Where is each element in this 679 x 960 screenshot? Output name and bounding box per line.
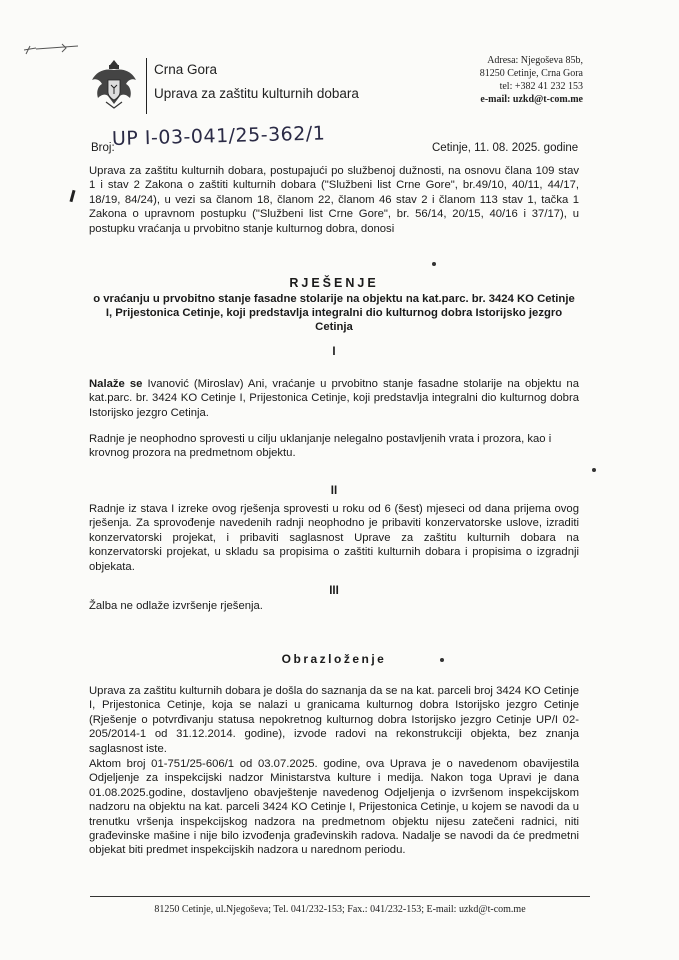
reference-label: Broj:: [91, 142, 115, 154]
decision-subtitle: o vraćanju u prvobitno stanje fasadne stolarije na objektu na kat.parc. br. 3424 KO Cetinje I, Prijestonica Cetinje, koji predstavlja integralni dio kulturnog dobra Istorijsko jezgro Cetinja: [93, 293, 575, 333]
footer-contact: 81250 Cetinje, ul.Njegoševa; Tel. 041/232-153; Fax.: 041/232-153; E-mail: uzkd@t-com.me: [154, 904, 526, 915]
section-numeral-3: III: [329, 585, 339, 597]
section-1-paragraph-2: Radnje je neophodno sprovesti u cilju uklanjanje nelegalno postavljenih vrata i prozora, kao i krovnog prozora na predmetnom objektu.: [89, 433, 552, 460]
coat-of-arms-icon: [90, 58, 138, 110]
address-line: 81250 Cetinje, Crna Gora: [479, 68, 583, 79]
ink-dot: [592, 468, 596, 472]
explanation-heading: Obrazloženje: [281, 652, 387, 666]
section-numeral-2: II: [330, 485, 338, 497]
ink-dot: [440, 658, 444, 662]
document-date: Cetinje, 11. 08. 2025. godine: [432, 142, 579, 154]
section-1-text: Ivanović (Miroslav) Ani, vraćanje u prvobitno stanje fasadne stolarije na objektu na kat.parc. br. 3424 KO Cetinje I, Prijestonica Cetinje, koji predstavlja integralni dio kulturnog dobra Istorijsko jezgro Cetinja.: [89, 378, 579, 419]
section-2-paragraph: Radnje iz stava I izreke ovog rješenja sprovesti u roku od 6 (šest) mjeseci od dana prijema ovog rješenja. Za sprovođenje navedenih radnji neophodno je pribaviti konzervatorske uslove, izraditi konzervatorski projekat, i pribaviti saglasnost Uprave za zaštitu kulturnih dobara na konzervatorski projekat, u skladu sa propisima o zaštiti kulturnih dobara i propisima o izgradnji objekata.: [89, 503, 579, 573]
section-1-paragraph: [89, 377, 579, 420]
address-line: Adresa: Njegoševa 85b,: [487, 55, 583, 66]
footer-divider: [90, 896, 590, 897]
handwritten-scribble: [22, 40, 82, 62]
intro-paragraph: Uprava za zaštitu kulturnih dobara, postupajući po službenoj dužnosti, na osnovu člana 109 stav 1 i stav 2 Zakona o zaštiti kulturnih dobara ("Službeni list Crne Gore", br.49/10, 40/11, 44/17, 18/19, 84/24), u vezi sa članom 18, članom 22, članom 46 stav 2 i članom 113 stav 1, tačka 1 Zakona o upravnom postupku ("Službeni list Crne Gore", br. 56/14, 20/15, 40/16 i 37/17), u postupku vraćanja u prvobitno stanje kulturnog dobra, donosi: [89, 165, 579, 235]
reference-number: UP I-03-041/25-362/1: [111, 122, 326, 150]
ink-dot: [432, 262, 436, 266]
country-name: Crna Gora: [154, 62, 218, 77]
section-numeral-1: I: [332, 346, 336, 358]
margin-mark: [69, 190, 75, 202]
address-block: [383, 54, 583, 106]
address-line: tel: +382 41 232 153: [499, 81, 583, 92]
explanation-paragraph-2: Aktom broj 01-751/25-606/1 od 03.07.2025. godine, ova Uprava je o navedenom obavijestila Odjeljenje za inspekcijski nadzor Ministarstva kulture i medija. Nakon toga Upravi je dana 01.08.2025.godine, dostavljeno obavještenje navedenog Odjeljenja o izvršenom inspekcijskom nadzoru na objektu na kat. parceli 3424 KO Cetinje I, Prijestonica Cetinje, u kojem se navodi da u trenutku vršenja inspekcijskog nadzora na predmetnom objektu nijesu zatečeni radnici, niti građevinske mašine i nije bilo izvođenja građevinskih radova. Nadalje se navodi da će predmetni objekat biti predmet inspekcijskih nadzora u narednom periodu.: [89, 758, 579, 857]
lead-bold: Nalaže se: [89, 378, 143, 390]
institution-name: Uprava za zaštitu kulturnih dobara: [154, 86, 359, 101]
section-3-paragraph: Žalba ne odlaže izvršenje rješenja.: [89, 600, 263, 612]
email-line: e-mail: uzkd@t-com.me: [480, 94, 583, 105]
explanation-paragraph-1: Uprava za zaštitu kulturnih dobara je došla do saznanja da se na kat. parceli broj 3424 KO Cetinje I, Prijestonica Cetinje, koja se nalazi u granicama kulturnog dobra Istorijsko jezgro Cetinje (Rješenje o potvrđivanju statusa nepokretnog kulturnog dobra Istorijsko jezgro Cetinje UP/I 02-205/2014-1 od 31.12.2014. godine), izvode radovi na rekonstrukciji objekta, bez znanja saglasnost iste.: [89, 685, 579, 755]
header-divider: [146, 58, 147, 114]
decision-title: RJEŠENJE: [289, 276, 379, 290]
